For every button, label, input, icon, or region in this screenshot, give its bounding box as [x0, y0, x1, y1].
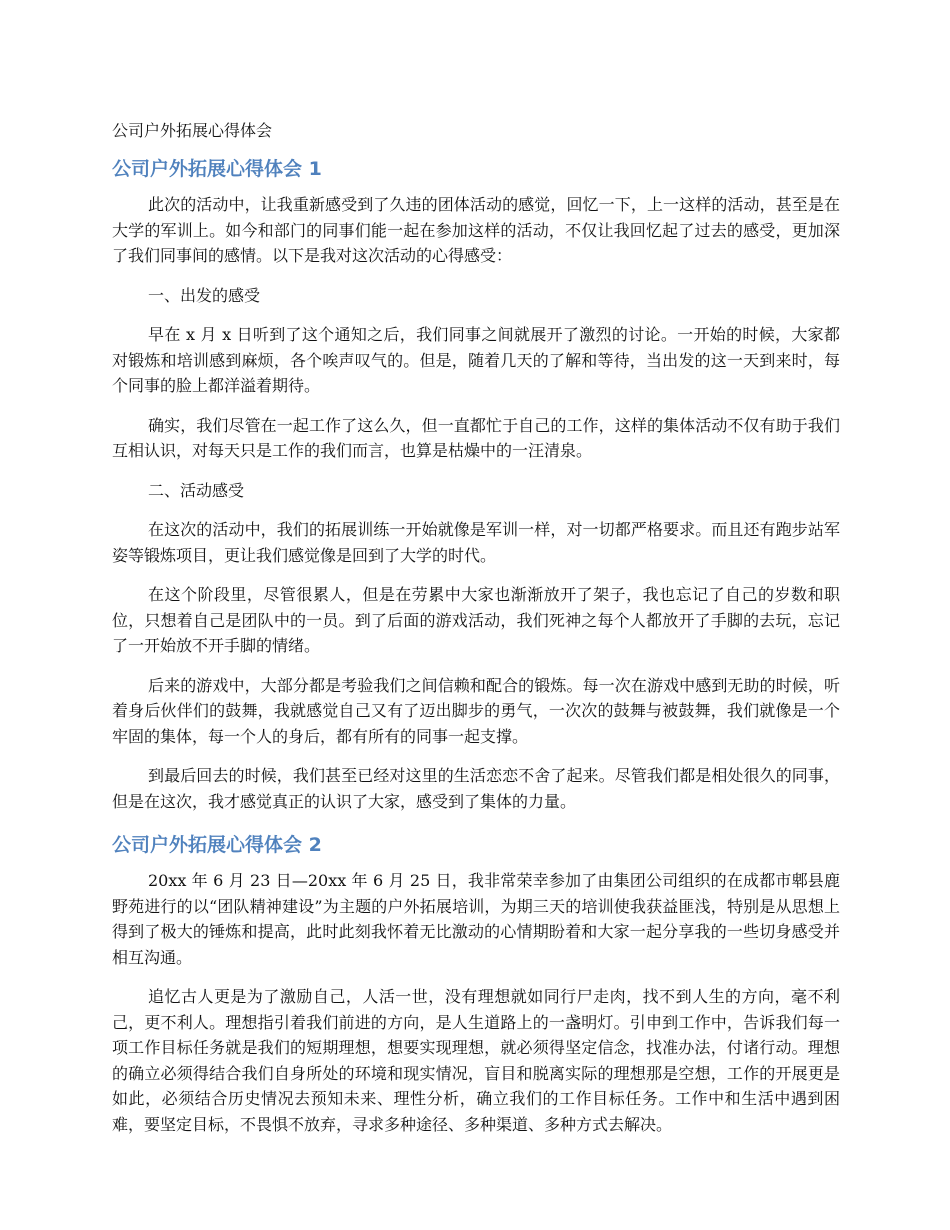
paragraph: 20xx 年 6 月 23 日—20xx 年 6 月 25 日，我非常荣幸参加了由集团公司组织的在成都市郫县鹿野苑进行的以“团队精神建设”为主题的户外拓展培训，为期三天的培训使我获益匪浅，特别是从思想上得到了极大的锤炼和提高，此时此刻我怀着无比激动的心情期盼着和大家一起分享我的一些切身感受并相互沟通。	[112, 871, 840, 967]
paragraph: 确实，我们尽管在一起工作了这么久，但一直都忙于自己的工作，这样的集体活动不仅有助于我们互相认识，对每天只是工作的我们而言，也算是枯燥中的一汪清泉。	[112, 415, 840, 460]
section-heading: 公司户外拓展心得体会 2	[112, 834, 322, 856]
paragraph: 此次的活动中，让我重新感受到了久违的团体活动的感觉，回忆一下，上一这样的活动，甚至是在大学的军训上。如今和部门的同事们能一起在参加这样的活动，不仅让我回忆起了过去的感受，更加深了我们同事间的感情。以下是我对这次活动的心得感受：	[112, 195, 840, 265]
paragraph: 在这个阶段里，尽管很累人，但是在劳累中大家也渐渐放开了架子，我也忘记了自己的岁数和职位，只想着自己是团队中的一员。到了后面的游戏活动，我们死神之每个人都放开了手脚的去玩，忘记了一开始放不开手脚的情绪。	[112, 585, 840, 655]
paragraph: 后来的游戏中，大部分都是考验我们之间信赖和配合的锻炼。每一次在游戏中感到无助的时候，听着身后伙伴们的鼓舞，我就感觉自己又有了迈出脚步的勇气，一次次的鼓舞与被鼓舞，我们就像是一个牢固的集体，每一个人的身后，都有所有的同事一起支撑。	[112, 675, 840, 746]
paragraph: 早在 x 月 x 日听到了这个通知之后，我们同事之间就展开了激烈的讨论。一开始的时候，大家都对锻炼和培训感到麻烦，各个唉声叹气的。但是，随着几天的了解和等待，当出发的这一天到来时，每个同事的脸上都洋溢着期待。	[112, 325, 840, 395]
section-1	[112, 156, 840, 814]
subheading-departure: 一、出发的感受	[148, 285, 261, 305]
paragraph: 到最后回去的时候，我们甚至已经对这里的生活恋恋不舍了起来。尽管我们都是相处很久的同事，但是在这次，我才感觉真正的认识了大家，感受到了集体的力量。	[112, 766, 840, 811]
section-heading: 公司户外拓展心得体会 1	[112, 158, 322, 180]
paragraph: 在这次的活动中，我们的拓展训练一开始就像是军训一样，对一切都严格要求。而且还有跑步站军姿等锻炼项目，更让我们感觉像是回到了大学的时代。	[112, 520, 840, 565]
subheading-activity: 二、活动感受	[148, 480, 245, 500]
document-title: 公司户外拓展心得体会	[112, 121, 273, 140]
paragraph: 追忆古人更是为了激励自己，人活一世，没有理想就如同行尸走肉，找不到人生的方向，毫不利己，更不利人。理想指引着我们前进的方向，是人生道路上的一盏明灯。引申到工作中，告诉我们每一项工作目标任务就是我们的短期理想，想要实现理想，就必须得坚定信念，找准办法，付诸行动。理想的确立必须得结合我们自身所处的环境和现实情况，盲目和脱离实际的理想那是空想，工作的开展更是如此，必须结合历史情况去预知未来、理性分析，确立我们的工作目标任务。工作中和生活中遇到困难，要坚定目标，不畏惧不放弃，寻求多种途径、多种渠道、多种方式去解决。	[112, 987, 840, 1134]
document-page	[112, 120, 840, 1151]
section-2	[112, 832, 840, 1137]
